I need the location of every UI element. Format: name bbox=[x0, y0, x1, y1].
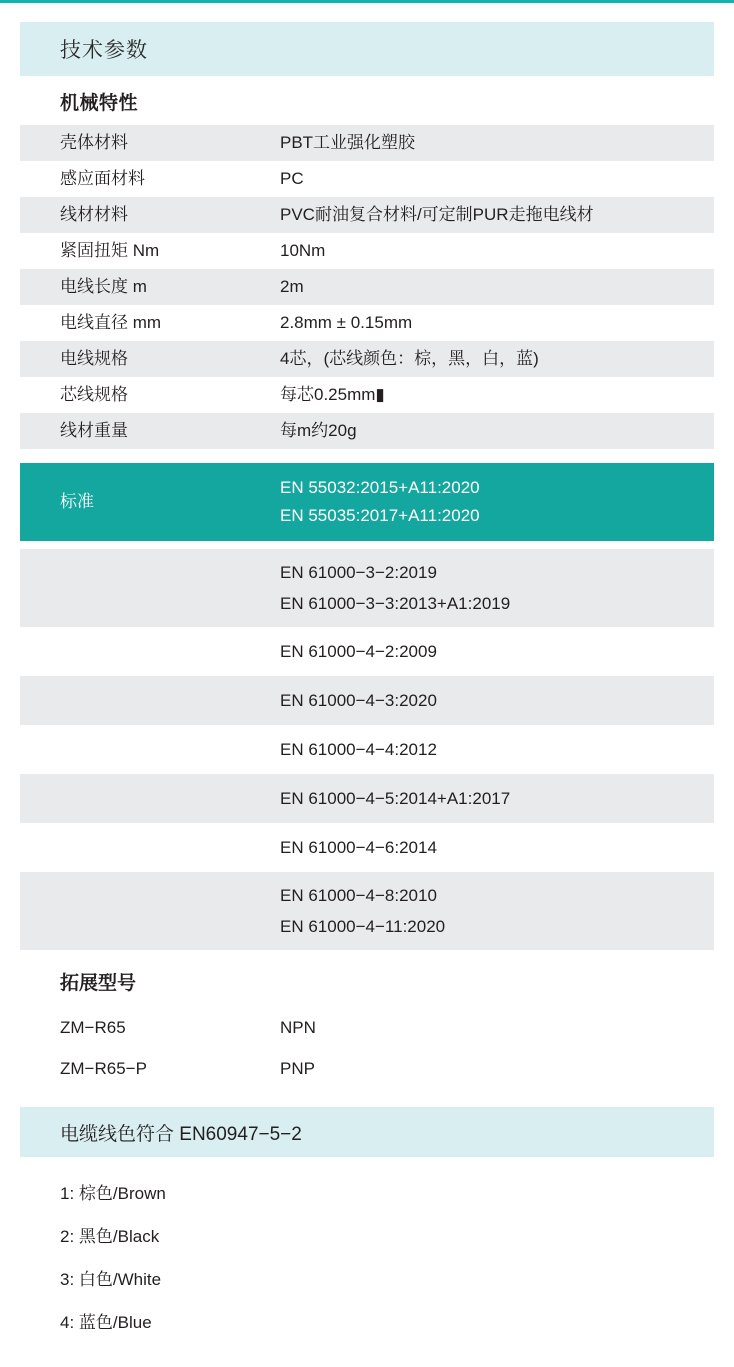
cable-color-band bbox=[20, 1107, 714, 1157]
table-row bbox=[20, 233, 714, 269]
spec-header-band bbox=[20, 22, 714, 76]
standards-cell bbox=[280, 627, 714, 676]
standards-cell bbox=[280, 872, 714, 950]
table-row bbox=[20, 341, 714, 377]
spec-label: 电线直径 mm bbox=[60, 313, 162, 332]
spec-label-empty bbox=[20, 823, 280, 872]
standard-item: EN 61000−4−2:2009 bbox=[280, 642, 437, 661]
top-accent-rule bbox=[0, 0, 734, 3]
table-row bbox=[20, 1007, 714, 1048]
standards-table bbox=[20, 549, 714, 950]
standards-cell bbox=[280, 676, 714, 725]
table-row bbox=[20, 305, 714, 341]
model-name: ZM−R65 bbox=[60, 1017, 126, 1037]
spec-label-empty bbox=[20, 725, 280, 774]
spec-label: 感应面材料 bbox=[60, 169, 145, 188]
table-row bbox=[20, 1048, 714, 1089]
table-row bbox=[20, 161, 714, 197]
model-type: NPN bbox=[280, 1017, 316, 1037]
table-row bbox=[20, 197, 714, 233]
standard-item: EN 55032:2015+A11:2020 bbox=[280, 478, 480, 497]
standard-item: EN 61000−4−6:2014 bbox=[280, 838, 437, 857]
spec-label: 芯线规格 bbox=[60, 385, 128, 404]
list-item: 4: 蓝色/Blue bbox=[60, 1313, 152, 1332]
table-row bbox=[20, 269, 714, 305]
table-row bbox=[20, 627, 714, 676]
spec-value: 2m bbox=[280, 277, 304, 296]
spec-label: 线材材料 bbox=[60, 205, 128, 224]
standard-item: EN 61000−3−2:2019 bbox=[280, 563, 437, 582]
spec-label-empty bbox=[20, 549, 280, 627]
spec-value: PVC耐油复合材料/可定制PUR走拖电线材 bbox=[280, 205, 594, 224]
page-title: 技术参数 bbox=[60, 39, 148, 62]
spec-value: 每m约20g bbox=[280, 421, 357, 440]
table-row bbox=[20, 774, 714, 823]
cable-color-title: 电缆线色符合 EN60947−5−2 bbox=[60, 1123, 302, 1145]
standards-label: 标准 bbox=[60, 492, 94, 511]
datasheet-content bbox=[20, 22, 714, 1355]
spec-value: PC bbox=[280, 169, 304, 188]
table-row bbox=[20, 413, 714, 449]
standard-item: EN 61000−4−3:2020 bbox=[280, 691, 437, 710]
mechanical-spec-table bbox=[20, 125, 714, 449]
model-name: ZM−R65−P bbox=[60, 1058, 147, 1078]
table-row bbox=[20, 725, 714, 774]
list-item: 1: 棕色/Brown bbox=[60, 1184, 166, 1203]
spec-label-empty bbox=[20, 627, 280, 676]
table-row bbox=[20, 125, 714, 161]
standards-highlight-band bbox=[20, 463, 714, 541]
standard-item: EN 61000−3−3:2013+A1:2019 bbox=[280, 594, 511, 613]
table-row bbox=[20, 872, 714, 950]
table-row bbox=[20, 377, 714, 413]
standard-item: EN 61000−4−8:2010 bbox=[280, 886, 437, 905]
standards-cell bbox=[280, 549, 714, 627]
spec-label-empty bbox=[20, 676, 280, 725]
spec-label: 壳体材料 bbox=[60, 133, 128, 152]
table-row bbox=[20, 676, 714, 725]
extended-models-table bbox=[20, 1007, 714, 1089]
table-row bbox=[20, 823, 714, 872]
extended-section-title: 拓展型号 bbox=[60, 973, 137, 994]
standard-item: EN 55035:2017+A11:2020 bbox=[280, 506, 480, 525]
list-item: 3: 白色/White bbox=[60, 1270, 162, 1289]
spec-label: 紧固扭矩 Nm bbox=[60, 241, 160, 260]
wire-color-list bbox=[20, 1157, 714, 1355]
standard-item: EN 61000−4−4:2012 bbox=[280, 740, 437, 759]
standards-cell bbox=[280, 725, 714, 774]
spec-label-empty bbox=[20, 774, 280, 823]
standards-cell bbox=[280, 823, 714, 872]
spec-value: 每芯0.25mm▮ bbox=[280, 385, 385, 404]
standards-cell bbox=[280, 774, 714, 823]
model-type: PNP bbox=[280, 1058, 315, 1078]
standards-highlight-values bbox=[280, 463, 714, 541]
spec-value: 2.8mm ± 0.15mm bbox=[280, 313, 413, 332]
spec-label-empty bbox=[20, 872, 280, 950]
mechanical-section-title: 机械特性 bbox=[60, 93, 139, 114]
spec-label: 电线规格 bbox=[60, 349, 128, 368]
spec-value: 10Nm bbox=[280, 241, 326, 260]
standard-item: EN 61000−4−11:2020 bbox=[280, 917, 446, 936]
standard-item: EN 61000−4−5:2014+A1:2017 bbox=[280, 789, 511, 808]
spec-value: 4芯，(芯线颜色：棕，黑，白，蓝) bbox=[280, 349, 539, 368]
spec-value: PBT工业强化塑胶 bbox=[280, 133, 416, 152]
spec-label: 线材重量 bbox=[60, 421, 128, 440]
list-item: 2: 黑色/Black bbox=[60, 1227, 160, 1246]
spec-label: 电线长度 m bbox=[60, 277, 147, 296]
table-row bbox=[20, 549, 714, 627]
